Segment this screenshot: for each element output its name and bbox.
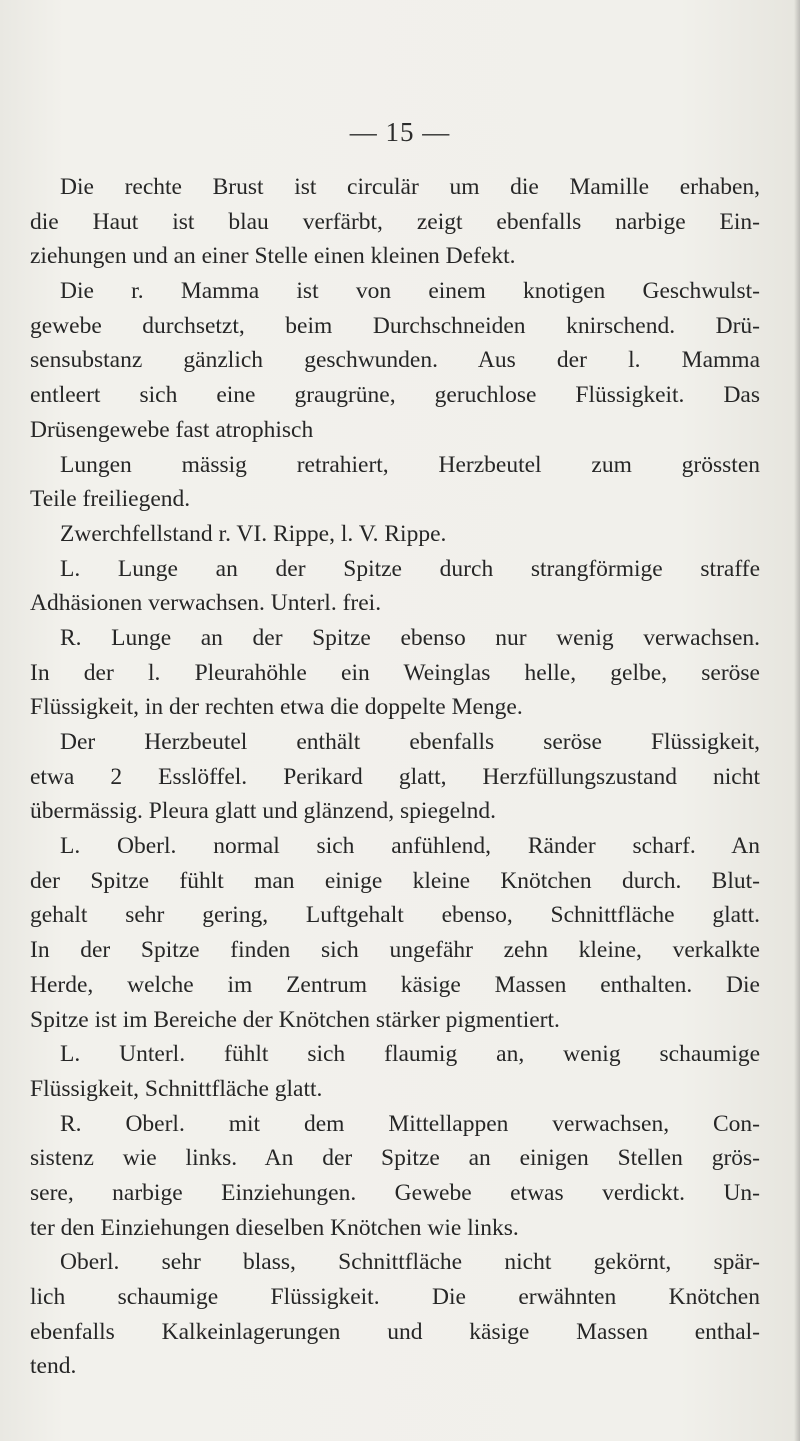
page-number: — 15 — <box>349 117 451 147</box>
text-line: entleert sich eine graugrüne, geruchlose Flüssigkeit. Das <box>30 382 760 409</box>
text-line: ziehungen und an einer Stelle einen kleinen Defekt. <box>30 243 516 270</box>
text-line: sensubstanz gänzlich geschwunden. Aus der l. Mamma <box>30 347 760 374</box>
text-line: gehalt sehr gering, Luftgehalt ebenso, Schnittfläche glatt. <box>30 902 760 929</box>
text-line: übermässig. Pleura glatt und glänzend, spiegelnd. <box>30 798 496 825</box>
text-line: lich schaumige Flüssigkeit. Die erwähnten Knötchen <box>30 1284 760 1310</box>
text-line: Der Herzbeutel enthält ebenfalls seröse Flüssigkeit, <box>60 729 760 755</box>
text-line: sere, narbige Einziehungen. Gewebe etwas verdickt. Un- <box>30 1179 760 1206</box>
text-line: R. Lunge an der Spitze ebenso nur wenig verwachsen. <box>60 624 760 651</box>
text-line: Die r. Mamma ist von einem knotigen Geschwulst- <box>60 278 760 305</box>
text-line: L. Oberl. normal sich anfühlend, Ränder scharf. An <box>60 833 760 860</box>
text-line: L. Lunge an der Spitze durch strangförmige straffe <box>60 555 760 582</box>
text-line: die Haut ist blau verfärbt, zeigt ebenfalls narbige Ein- <box>30 208 760 235</box>
text-line: Flüssigkeit, in der rechten etwa die doppelte Menge. <box>30 694 523 721</box>
text-line: Oberl. sehr blass, Schnittfläche nicht gekörnt, spär- <box>60 1249 760 1276</box>
text-line: In der Spitze finden sich ungefähr zehn kleine, verkalkte <box>30 937 760 964</box>
text-line: Lungen mässig retrahiert, Herzbeutel zum grössten <box>60 451 760 478</box>
text-line: Spitze ist im Bereiche der Knötchen stärker pigmentiert. <box>30 1006 560 1033</box>
page-edge-shadow <box>794 0 800 1441</box>
text-line: ebenfalls Kalkeinlagerungen und käsige Massen enthal- <box>30 1318 760 1345</box>
text-line: ter den Einziehungen dieselben Knötchen wie links. <box>30 1214 519 1241</box>
text-line: Teile freiliegend. <box>30 486 191 513</box>
text-line: Zwerchfellstand r. VI. Rippe, l. V. Rippe. <box>60 520 447 547</box>
body-text <box>30 170 760 1384</box>
text-line: Die rechte Brust ist circulär um die Mamille erhaben, <box>60 174 760 200</box>
text-line: R. Oberl. mit dem Mittellappen verwachsen, Con- <box>60 1110 760 1137</box>
text-line: gewebe durchsetzt, beim Durchschneiden knirschend. Drü- <box>30 312 760 339</box>
text-line: L. Unterl. fühlt sich flaumig an, wenig schaumige <box>60 1041 760 1068</box>
text-line: Flüssigkeit, Schnittfläche glatt. <box>30 1075 323 1102</box>
text-line: tend. <box>30 1353 77 1380</box>
text-line: etwa 2 Esslöffel. Perikard glatt, Herzfüllungszustand nicht <box>30 763 760 790</box>
text-line: Adhäsionen verwachsen. Unterl. frei. <box>30 590 382 617</box>
text-line: der Spitze fühlt man einige kleine Knötchen durch. Blut- <box>30 867 760 894</box>
text-line: In der l. Pleurahöhle ein Weinglas helle, gelbe, seröse <box>30 659 760 686</box>
text-line: Herde, welche im Zentrum käsige Massen enthalten. Die <box>30 971 760 998</box>
text-line: Drüsengewebe fast atrophisch <box>30 416 314 443</box>
text-line: sistenz wie links. An der Spitze an einigen Stellen grös- <box>30 1145 760 1172</box>
